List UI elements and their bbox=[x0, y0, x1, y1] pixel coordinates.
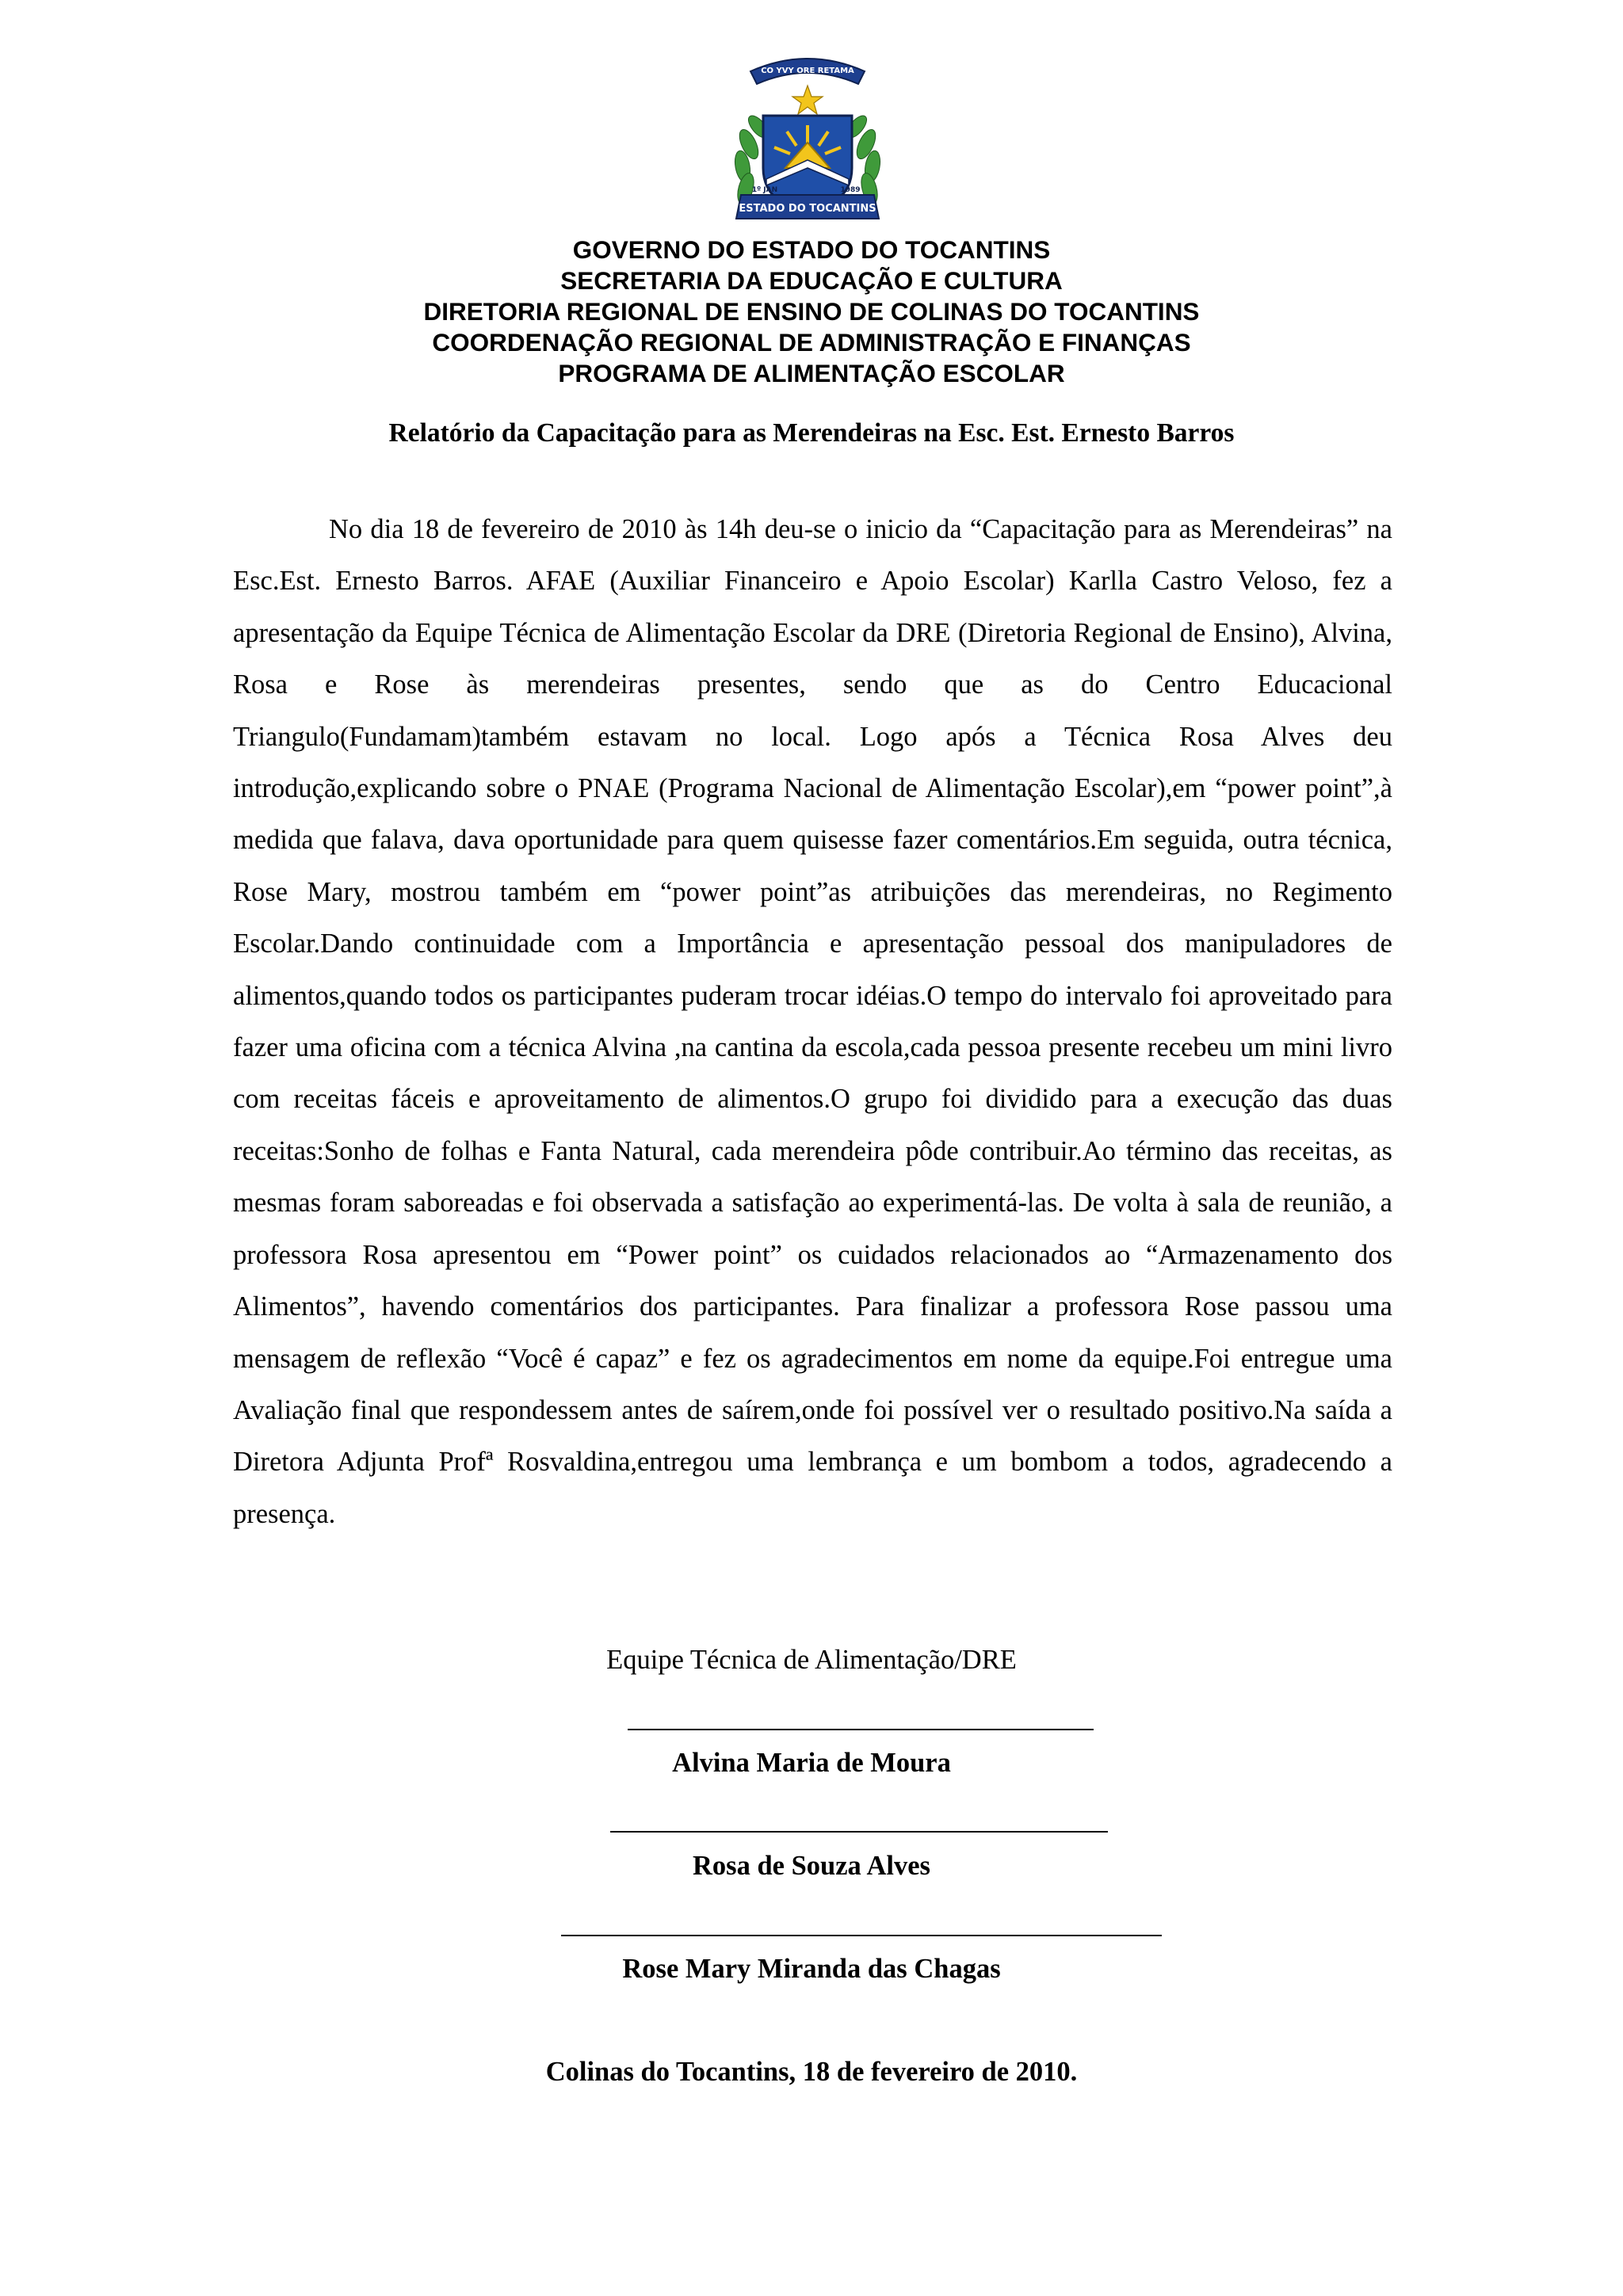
header-line-government: GOVERNO DO ESTADO DO TOCANTINS bbox=[572, 235, 1051, 264]
header-line-program: PROGRAMA DE ALIMENTAÇÃO ESCOLAR bbox=[558, 359, 1065, 387]
signature-name-2: Rosa de Souza Alves bbox=[693, 1851, 930, 1881]
signature-line-3 bbox=[561, 1935, 1162, 1936]
report-body: No dia 18 de fevereiro de 2010 às 14h deu-se o inicio da “Capacitação para as Merendeiras” na Esc.Est. Ernesto Barros. AFAE (Auxiliar Financeiro e Apoio Escolar) Karlla Castro Veloso, fez a apresentação da Equipe Técnica de Alimentação Escolar da DRE (Diretoria Regional de Ensino), Alvina, Rosa e Rose às merendeiras presentes, sendo que as do Centro Educacional Triangulo(Fundamam)também estavam no local. Logo após a Técnica Rosa Alves deu introdução,explicando sobre o PNAE (Programa Nacional de Alimentação Escolar),em “power point”,à medida que falava, dava oportunidade para quem quisesse fazer comentários.Em seguida, outra técnica, Rose Mary, mostrou também em “power point”as atribuições das merendeiras, no Regimento Escolar.Dando continuidade com a Importância e apresentação pessoal dos manipuladores de alimentos,quando todos os participantes puderam trocar idéias.O tempo do intervalo foi aproveitado para fazer uma oficina com a técnica Alvina ,na cantina da escola,cada pessoa presente recebeu um mini livro com receitas fáceis e aproveitamento de alimentos.O grupo foi dividido para a execução das duas receitas:Sonho de folhas e Fanta Natural, cada merendeira pôde contribuir.Ao término das receitas, as mesmas foram saboreadas e foi observada a satisfação ao experimentá-las. De volta à sala de reunião, a professora Rosa apresentou em “Power point” os cuidados relacionados ao “Armazenamento dos Alimentos”, havendo comentários dos participantes. Para finalizar a professora Rose passou uma mensagem de reflexão “Você é capaz” e fez os agradecimentos em nome da equipe.Foi entregue uma Avaliação final que respondessem antes de saírem,onde foi possível ver o resultado positivo.Na saída a Diretora Adjunta Profª Rosvaldina,entregou uma lembrança e um bombom a todos, agradecendo a presença. bbox=[233, 514, 1392, 1529]
institution-header bbox=[0, 235, 1623, 389]
signature-name-1: Alvina Maria de Moura bbox=[672, 1748, 951, 1778]
header-line-secretariat: SECRETARIA DA EDUCAÇÃO E CULTURA bbox=[560, 266, 1063, 295]
report-title: Relatório da Capacitação para as Merendeiras na Esc. Est. Ernesto Barros bbox=[388, 418, 1235, 448]
header-line-coordination: COORDENAÇÃO REGIONAL DE ADMINISTRAÇÃO E FINANÇAS bbox=[432, 328, 1191, 357]
seal-banner-text: ESTADO DO TOCANTINS bbox=[739, 203, 876, 215]
coat-of-arms-seal bbox=[719, 49, 896, 233]
team-label: Equipe Técnica de Alimentação/DRE bbox=[606, 1645, 1017, 1675]
place-and-date: Colinas do Tocantins, 18 de fevereiro de 2010. bbox=[545, 2057, 1078, 2087]
signature-line-2 bbox=[610, 1831, 1108, 1833]
signature-line-1 bbox=[628, 1729, 1094, 1730]
header-line-directorate: DIRETORIA REGIONAL DE ENSINO DE COLINAS DO TOCANTINS bbox=[423, 297, 1200, 326]
seal-motto: CO YVY ORE RETAMA bbox=[761, 67, 854, 75]
seal-date-right: 1989 bbox=[840, 186, 861, 194]
seal-date-left: 1º JAN bbox=[751, 186, 778, 194]
signature-name-3: Rose Mary Miranda das Chagas bbox=[622, 1954, 1001, 1984]
